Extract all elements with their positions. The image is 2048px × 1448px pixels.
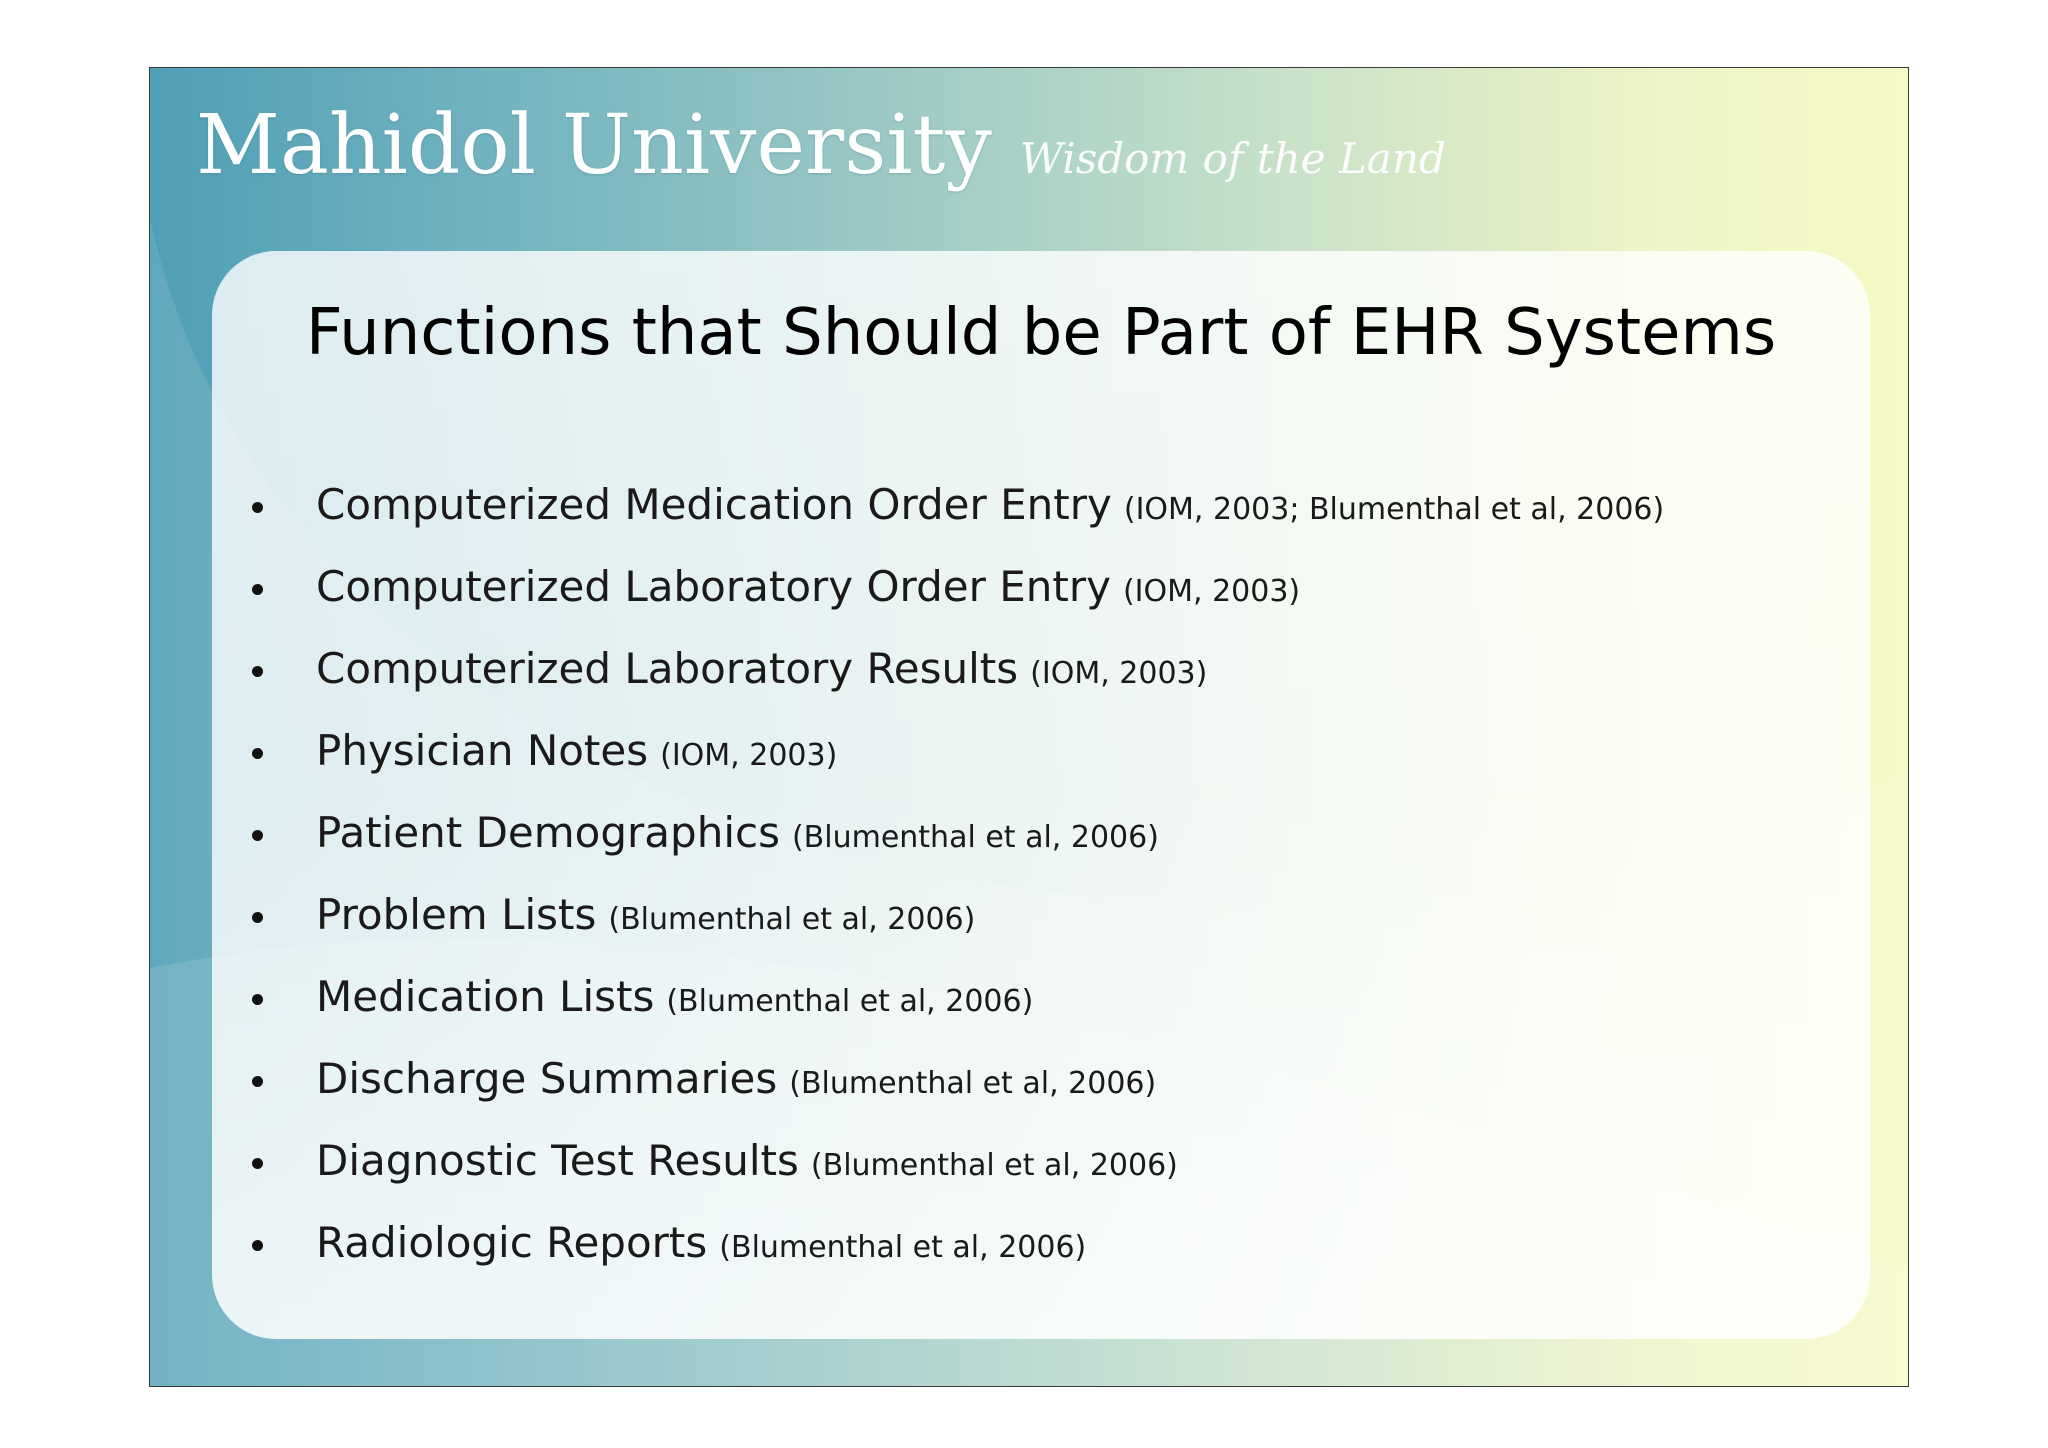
bullet-icon [252, 1158, 263, 1169]
brand-name: Mahidol University [196, 98, 992, 193]
list-item-label: Radiologic Reports [316, 1217, 708, 1267]
brand-tagline: Wisdom of the Land [1019, 134, 1446, 183]
list-item-label: Problem Lists [316, 889, 597, 939]
bullet-icon [252, 748, 263, 759]
list-item-citation: (Blumenthal et al, 2006) [789, 1065, 1157, 1101]
bullet-icon [252, 830, 263, 841]
bullet-icon [252, 994, 263, 1005]
slide [149, 67, 1909, 1387]
list-item-label: Patient Demographics [316, 807, 780, 857]
list-item-label: Medication Lists [316, 971, 655, 1021]
bullet-icon [252, 912, 263, 923]
list-item-citation: (IOM, 2003) [1030, 655, 1208, 691]
list-item-citation: (IOM, 2003) [660, 737, 838, 773]
list-item-label: Computerized Laboratory Results [316, 643, 1019, 693]
content-panel [212, 251, 1870, 1339]
bullet-icon [252, 502, 263, 513]
list-item-citation: (IOM, 2003) [1122, 573, 1301, 609]
list-item-citation: (Blumenthal et al, 2006) [719, 1229, 1087, 1265]
list-item-citation: (Blumenthal et al, 2006) [666, 983, 1034, 1019]
list-item-citation: (Blumenthal et al, 2006) [810, 1147, 1178, 1183]
list-item-citation: (IOM, 2003; Blumenthal et al, 2006) [1123, 491, 1665, 527]
list-item-label: Computerized Medication Order Entry [316, 479, 1112, 529]
list-item-label: Computerized Laboratory Order Entry [316, 561, 1111, 611]
brand-logo [196, 98, 1446, 193]
bullet-icon [252, 584, 263, 595]
list-item-citation: (Blumenthal et al, 2006) [791, 819, 1159, 855]
list-item-label: Discharge Summaries [316, 1053, 778, 1103]
bullet-icon [252, 666, 263, 677]
bullet-icon [252, 1076, 263, 1087]
list-item-label: Diagnostic Test Results [316, 1135, 799, 1185]
list-item-label: Physician Notes [316, 725, 649, 775]
slide-title: Functions that Should be Part of EHR Systems [305, 296, 1777, 370]
bullet-icon [252, 1240, 263, 1251]
list-item-citation: (Blumenthal et al, 2006) [608, 901, 976, 937]
